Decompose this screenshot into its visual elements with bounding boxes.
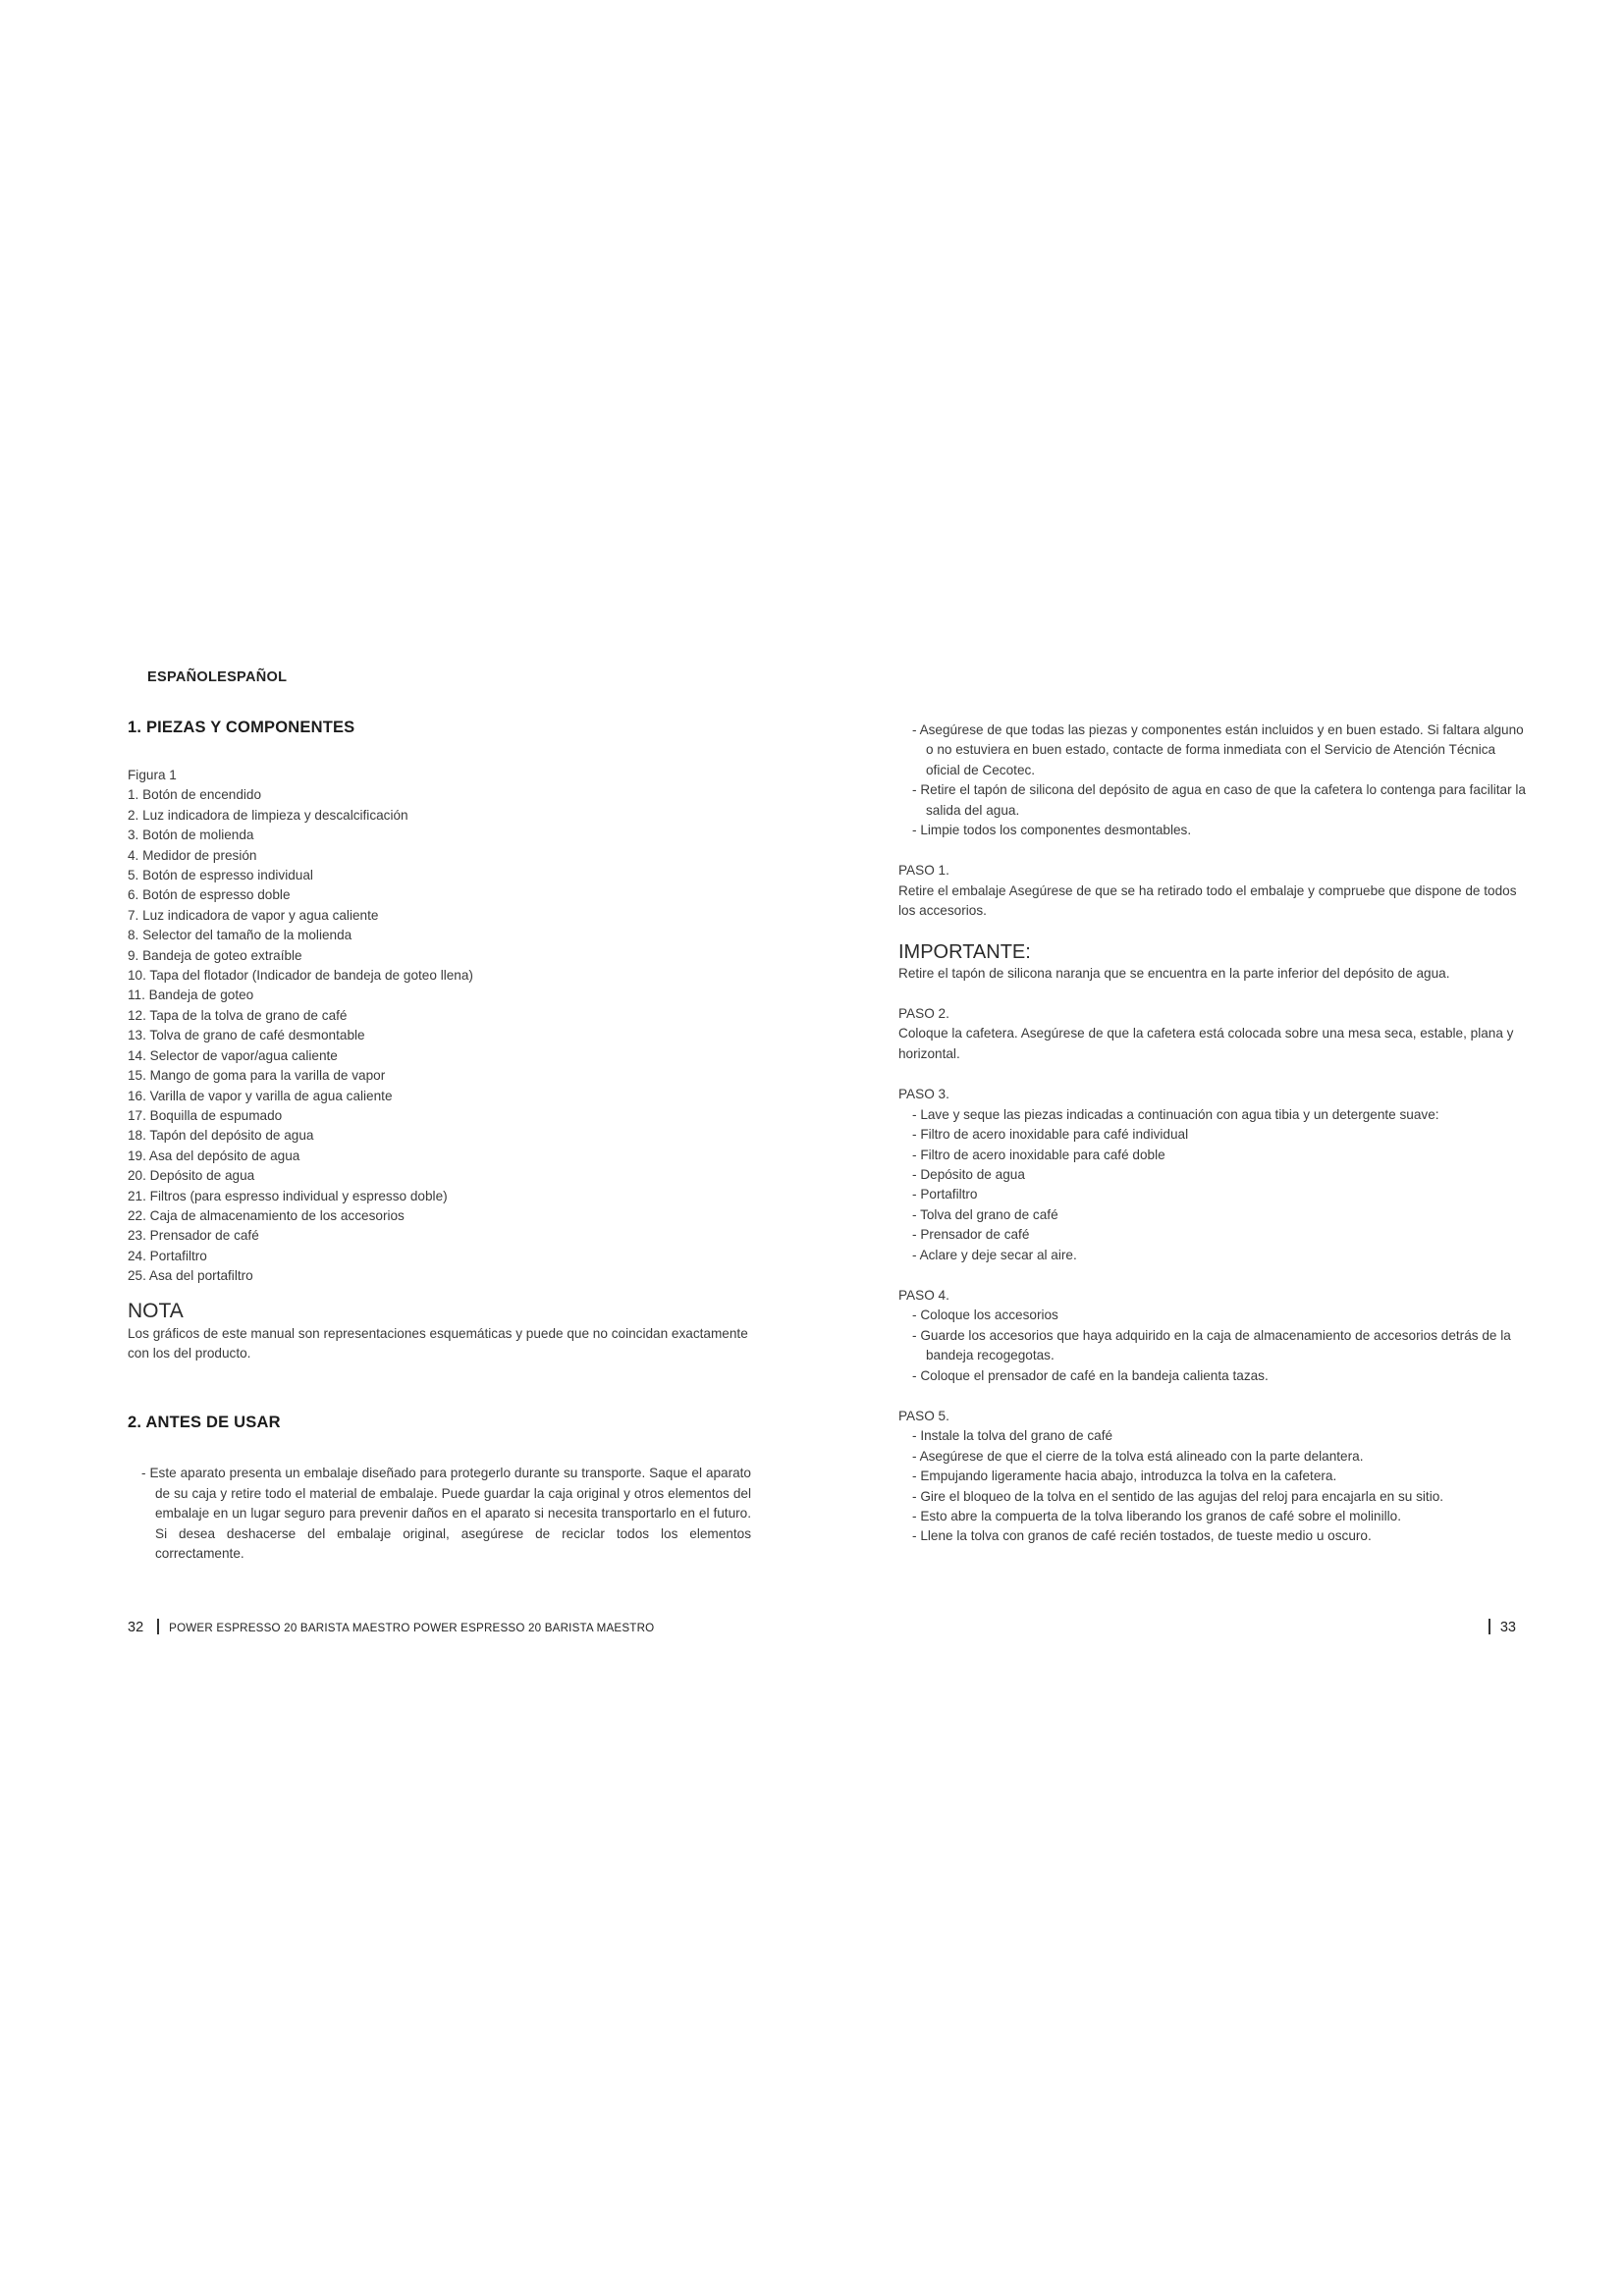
step-3-list — [898, 1105, 1527, 1265]
list-item: 9. Bandeja de goteo extraíble — [128, 947, 302, 963]
step-2-title: PASO 2. — [898, 1006, 949, 1022]
note-title: NOTA — [128, 1299, 184, 1322]
list-item: - Coloque los accesorios — [898, 1306, 1527, 1325]
footer-product-title: POWER ESPRESSO 20 BARISTA MAESTRO POWER ESPRESSO 20 BARISTA MAESTRO — [169, 1622, 655, 1634]
list-item: - Filtro de acero inoxidable para café individual — [898, 1125, 1527, 1145]
list-item: 13. Tolva de grano de café desmontable — [128, 1028, 365, 1043]
section-title-antes-de-usar: 2. ANTES DE USAR — [128, 1414, 281, 1432]
running-header-language: ESPAÑOLESPAÑOL — [147, 669, 288, 685]
step-2-text: Coloque la cafetera. Asegúrese de que la cafetera está colocada sobre una mesa seca, estable, plana y horizontal. — [898, 1026, 1514, 1061]
step-1-title: PASO 1. — [898, 863, 949, 879]
list-item: 7. Luz indicadora de vapor y agua caliente — [128, 907, 379, 923]
list-item: 1. Botón de encendido — [128, 787, 262, 803]
preparation-list — [898, 721, 1527, 840]
list-item: 17. Boquilla de espumado — [128, 1107, 283, 1123]
list-item: - Guarde los accesorios que haya adquirido en la caja de almacenamiento de accesorios detrás de la bandeja recogegotas. — [898, 1326, 1527, 1366]
page-number-right: 33 — [1499, 1620, 1516, 1635]
left-page-column — [128, 719, 751, 1564]
list-item: 19. Asa del depósito de agua — [128, 1148, 300, 1163]
list-item: 6. Botón de espresso doble — [128, 887, 291, 903]
list-item: 20. Depósito de agua — [128, 1168, 255, 1184]
list-item: 16. Varilla de vapor y varilla de agua caliente — [128, 1088, 393, 1103]
list-item: - Asegúrese de que el cierre de la tolva está alineado con la parte delantera. — [898, 1447, 1527, 1467]
parts-list — [128, 785, 751, 1286]
list-item: - Tolva del grano de café — [898, 1205, 1527, 1225]
step-4-title: PASO 4. — [898, 1287, 949, 1303]
important-text: Retire el tapón de silicona naranja que se encuentra en la parte inferior del depósito de agua. — [898, 965, 1450, 981]
footer-left — [128, 1619, 654, 1635]
list-item: 14. Selector de vapor/agua caliente — [128, 1047, 338, 1063]
right-page-column — [898, 721, 1527, 1547]
section-title-piezas: 1. PIEZAS Y COMPONENTES — [128, 719, 355, 736]
list-item: - Prensador de café — [898, 1225, 1527, 1245]
footer-right — [1475, 1619, 1516, 1635]
list-item: - Depósito de agua — [898, 1165, 1527, 1185]
figure-label: Figura 1 — [128, 768, 177, 782]
list-item: 2. Luz indicadora de limpieza y descalcificación — [128, 807, 408, 823]
list-item: - Gire el bloqueo de la tolva en el sentido de las agujas del reloj para encajarla en su sitio. — [898, 1487, 1527, 1507]
list-item: - Filtro de acero inoxidable para café doble — [898, 1146, 1527, 1165]
step-1-text: Retire el embalaje Asegúrese de que se ha retirado todo el embalaje y compruebe que dispone de todos los accesorios. — [898, 882, 1517, 919]
antes-de-usar-list — [128, 1464, 751, 1564]
list-item: - Esto abre la compuerta de la tolva liberando los granos de café sobre el molinillo. — [898, 1507, 1527, 1526]
list-item: 18. Tapón del depósito de agua — [128, 1128, 314, 1144]
list-item: 11. Bandeja de goteo — [128, 988, 254, 1003]
list-item: 21. Filtros (para espresso individual y espresso doble) — [128, 1188, 448, 1203]
note-text: Los gráficos de este manual son representaciones esquemáticas y puede que no coincidan exactamente con los del producto. — [128, 1325, 748, 1361]
list-item: 25. Asa del portafiltro — [128, 1268, 253, 1284]
list-item: 4. Medidor de presión — [128, 847, 257, 863]
step-5-title: PASO 5. — [898, 1408, 949, 1423]
list-item: 8. Selector del tamaño de la molienda — [128, 928, 352, 943]
list-item: 15. Mango de goma para la varilla de vapor — [128, 1068, 386, 1084]
footer-divider — [1489, 1619, 1490, 1634]
list-item: - Lave y seque las piezas indicadas a continuación con agua tibia y un detergente suave: — [898, 1105, 1527, 1125]
list-item: - Aclare y deje secar al aire. — [898, 1246, 1527, 1265]
list-item: - Asegúrese de que todas las piezas y componentes están incluidos y en buen estado. Si faltara alguno o no estuviera en buen estado, contacte de forma inmediata con el Servicio de Atención Técnica oficial de Cecotec. — [898, 721, 1527, 780]
step-5-list — [898, 1426, 1527, 1546]
list-item: - Portafiltro — [898, 1185, 1527, 1204]
page-number-left: 32 — [128, 1620, 144, 1635]
list-item: 5. Botón de espresso individual — [128, 868, 313, 883]
list-item: 24. Portafiltro — [128, 1248, 207, 1263]
step-4-list — [898, 1306, 1527, 1386]
list-item: 10. Tapa del flotador (Indicador de bandeja de goteo llena) — [128, 968, 473, 984]
list-item: - Este aparato presenta un embalaje diseñado para protegerlo durante su transporte. Saque el aparato de su caja y retire todo el material de embalaje. Puede guardar la caja original y otros elementos del embalaje en un lugar seguro para prevenir daños en el aparato si necesita transportarlo en el futuro. Si desea deshacerse del embalaje original, asegúrese de reciclar todos los elementos correctamente. — [128, 1464, 751, 1564]
list-item: - Llene la tolva con granos de café recién tostados, de tueste medio u oscuro. — [898, 1526, 1527, 1546]
list-item: - Retire el tapón de silicona del depósito de agua en caso de que la cafetera lo contenga para facilitar la salida del agua. — [898, 780, 1527, 821]
list-item: 23. Prensador de café — [128, 1228, 259, 1244]
list-item: 12. Tapa de la tolva de grano de café — [128, 1007, 348, 1023]
list-item: - Empujando ligeramente hacia abajo, introduzca la tolva en la cafetera. — [898, 1467, 1527, 1486]
footer-divider — [157, 1619, 159, 1634]
list-item: - Limpie todos los componentes desmontables. — [898, 821, 1527, 840]
list-item: 3. Botón de molienda — [128, 828, 254, 843]
list-item: - Coloque el prensador de café en la bandeja calienta tazas. — [898, 1366, 1527, 1386]
list-item: - Instale la tolva del grano de café — [898, 1426, 1527, 1446]
important-title: IMPORTANTE: — [898, 940, 1031, 963]
step-3-title: PASO 3. — [898, 1087, 949, 1102]
list-item: 22. Caja de almacenamiento de los accesorios — [128, 1207, 405, 1223]
